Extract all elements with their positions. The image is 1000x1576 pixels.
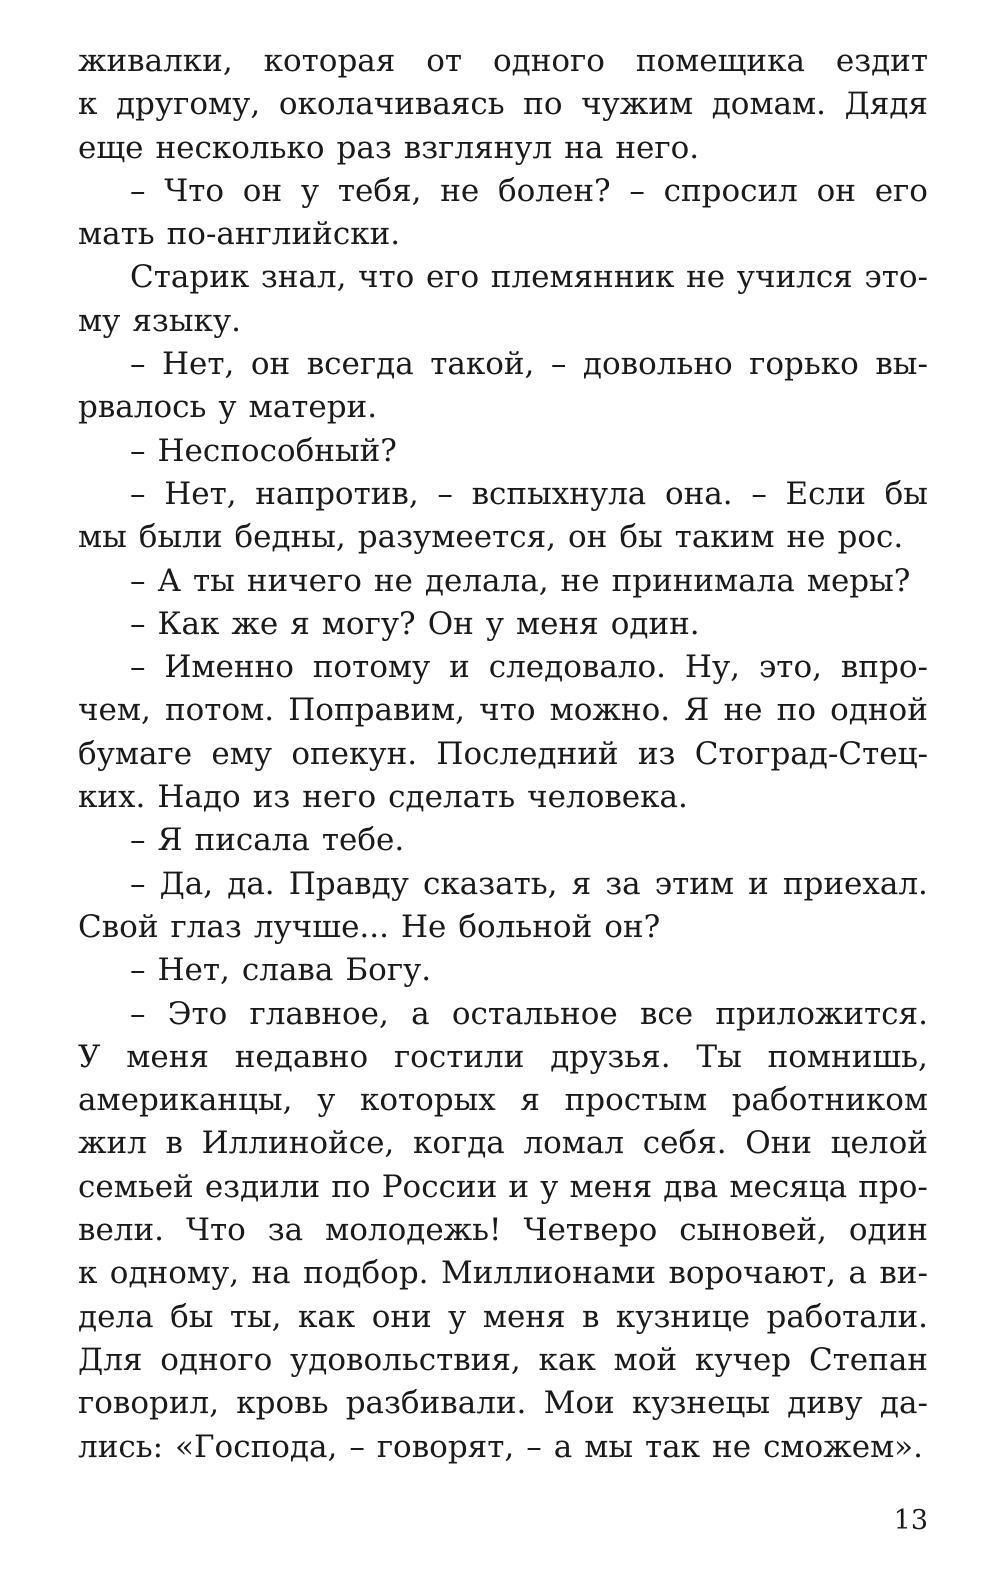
word: а (553, 1428, 573, 1465)
text-line (78, 949, 928, 992)
word: Свой (78, 908, 159, 945)
text-line (78, 1339, 928, 1382)
word: приложится. (715, 995, 928, 1032)
word: Он (427, 605, 474, 642)
word: его (874, 172, 928, 209)
word: сможем». (763, 1428, 923, 1465)
word: мы (584, 1428, 634, 1465)
word: домам. (711, 86, 826, 123)
word: он (568, 519, 608, 556)
word: из (637, 735, 676, 772)
word: говорил, (78, 1385, 220, 1422)
word: живалки, (78, 43, 233, 79)
word: когда (412, 1125, 505, 1162)
text-line (78, 473, 928, 516)
word: бедны, (234, 519, 346, 556)
word: одному, (109, 1255, 240, 1292)
word: – (130, 346, 146, 383)
word: Стоград-Стец- (694, 735, 928, 772)
word: – (751, 475, 767, 512)
text-line (78, 386, 928, 429)
word: другому, (115, 86, 261, 123)
text-line (78, 516, 928, 559)
word: горько (749, 346, 859, 383)
word: сказать, (423, 865, 558, 902)
word: я (571, 865, 592, 902)
word: – (130, 475, 146, 512)
word: языку. (132, 302, 241, 339)
word: Если (785, 475, 866, 512)
word: в (165, 1125, 183, 1162)
word: диву (787, 1385, 863, 1422)
word: на (251, 1255, 291, 1292)
word: – (130, 995, 146, 1032)
word: и (508, 1168, 530, 1205)
word: вы- (875, 346, 928, 383)
word: Правду (288, 865, 409, 902)
word: раз (336, 129, 392, 166)
word: впро- (840, 649, 928, 686)
word: подбор. (303, 1255, 429, 1292)
text-line (78, 1209, 928, 1252)
word: меня (126, 1038, 209, 1075)
word: бумаге (78, 735, 193, 772)
word: него. (615, 129, 700, 166)
word: он (250, 346, 291, 383)
word: простым (564, 1082, 708, 1119)
word: работником (731, 1082, 928, 1119)
word: Я (157, 822, 183, 859)
word: ких. (78, 779, 146, 816)
word: Я (684, 692, 710, 729)
word: разбивали. (345, 1385, 527, 1422)
word: два (663, 1168, 719, 1205)
word: не (560, 562, 600, 599)
word: Дядя (844, 86, 928, 123)
text-line (78, 1426, 928, 1469)
word: ви- (879, 1255, 928, 1292)
word: Иллинойсе, (201, 1125, 395, 1162)
word: у (218, 389, 237, 426)
word: Для (78, 1341, 143, 1378)
word: Именно (164, 649, 294, 686)
word: Нет, (157, 952, 230, 989)
word: бы (619, 519, 663, 556)
body-text (78, 40, 928, 1469)
word: к (78, 1255, 98, 1292)
word: бы (170, 1298, 214, 1335)
word: Что (164, 172, 225, 209)
word: один. (610, 605, 700, 642)
word: это, (758, 649, 822, 686)
word: целой (830, 1125, 928, 1162)
word: мать (78, 216, 155, 253)
word: за (605, 865, 641, 902)
word: главное, (249, 995, 389, 1032)
word: Богу. (345, 952, 432, 989)
word: – (130, 562, 146, 599)
word: мы (78, 519, 127, 556)
word: сыновей, (679, 1212, 827, 1249)
word: недавно (234, 1038, 369, 1075)
word: меры? (806, 562, 911, 599)
word: на (564, 129, 604, 166)
word: спросил (663, 172, 798, 209)
text-line (78, 1079, 928, 1122)
word: глаз (170, 908, 242, 945)
word: говорят, (376, 1428, 515, 1465)
word: остальное (451, 995, 618, 1032)
word: кучер (694, 1341, 792, 1378)
word: друзья. (550, 1038, 671, 1075)
word: которых (359, 1082, 496, 1119)
word: сделать (388, 779, 516, 816)
text-line (78, 343, 928, 386)
word: по (776, 692, 816, 729)
word: меня (482, 1298, 566, 1335)
text-line (78, 300, 928, 343)
word: приехал. (782, 865, 928, 902)
word: у (448, 1298, 467, 1335)
word: У (78, 1038, 101, 1075)
word: за (267, 1212, 304, 1249)
word: таким (674, 519, 775, 556)
word: – (130, 822, 146, 859)
word: тебе. (321, 822, 405, 859)
word: американцы, (78, 1082, 293, 1119)
word: Неспособный? (157, 432, 397, 469)
word: знал, (260, 259, 347, 296)
word: принимала (611, 562, 795, 599)
word: лучше... (253, 908, 389, 945)
word: еще (78, 129, 144, 166)
page-number: 13 (893, 1505, 928, 1536)
word: не (440, 172, 480, 209)
word: «Господа, (175, 1428, 338, 1465)
word: Мои (543, 1385, 615, 1422)
word: это- (864, 259, 928, 296)
word: молодежь! (325, 1212, 502, 1249)
word: меня (569, 1168, 653, 1205)
text-line (78, 863, 928, 906)
word: могу? (321, 605, 416, 642)
word: ездит (835, 43, 928, 79)
word: что (358, 259, 415, 296)
text-line (78, 819, 928, 862)
text-line (78, 256, 928, 299)
word: России (381, 1168, 498, 1205)
word: ты (192, 562, 235, 599)
word: не (786, 519, 826, 556)
word: у (540, 1168, 559, 1205)
text-line (78, 776, 928, 819)
word: рос. (837, 519, 904, 556)
word: одного (160, 1341, 273, 1378)
word: Четверо (523, 1212, 658, 1249)
word: вспыхнула (471, 475, 647, 512)
word: и (449, 649, 470, 686)
word: всегда (306, 346, 414, 383)
word: можно. (549, 692, 671, 729)
word: Они (745, 1125, 812, 1162)
word: семьей (78, 1168, 194, 1205)
word: – (130, 172, 146, 209)
word: помнишь, (767, 1038, 928, 1075)
word: она. (664, 475, 733, 512)
text-line (78, 689, 928, 732)
word: матери. (248, 389, 378, 426)
text-line (78, 906, 928, 949)
text-line (78, 40, 928, 83)
word: его (425, 259, 480, 296)
word: – (437, 475, 453, 512)
word: из (252, 779, 291, 816)
text-line (78, 1036, 928, 1079)
word: человека. (527, 779, 688, 816)
word: да. (227, 865, 275, 902)
word: Степан (808, 1341, 928, 1378)
word: – (349, 1428, 365, 1465)
word: ездили (204, 1168, 321, 1205)
word: лись: (78, 1428, 164, 1465)
word: Старик (130, 259, 250, 296)
word: чужим (581, 86, 694, 123)
word: одной (830, 692, 928, 729)
text-line (78, 1122, 928, 1165)
word: племянник (490, 259, 675, 296)
word: такой, (430, 346, 535, 383)
word: Ты (696, 1038, 742, 1075)
word: у (300, 172, 320, 209)
word: – (629, 172, 645, 209)
word: Нет, (162, 346, 235, 383)
word: себя. (642, 1125, 727, 1162)
word: не (373, 562, 413, 599)
word: следовало. (488, 649, 667, 686)
word: не (723, 692, 763, 729)
word: мой (613, 1341, 678, 1378)
word: напротив, (255, 475, 419, 512)
word: да- (879, 1385, 928, 1422)
word: они (371, 1298, 432, 1335)
word: него (302, 779, 377, 816)
word: разумеется, (357, 519, 556, 556)
word: А (157, 562, 181, 599)
word: болен? (497, 172, 611, 209)
word: – (526, 1428, 542, 1465)
word: про- (858, 1168, 928, 1205)
word: ничего (246, 562, 362, 599)
word: кровь (236, 1385, 329, 1422)
word: ломал (523, 1125, 625, 1162)
word: Последний (436, 735, 619, 772)
word: Не (400, 908, 447, 945)
word: Да, (159, 865, 214, 902)
word: как (298, 1298, 356, 1335)
word: кузнице (615, 1298, 751, 1335)
word: и (748, 865, 769, 902)
word: которая (263, 43, 396, 79)
text-line (78, 733, 928, 776)
word: учился (736, 259, 853, 296)
word: я (520, 1082, 540, 1119)
word: – (130, 649, 146, 686)
word: ты, (229, 1298, 282, 1335)
word: – (130, 952, 146, 989)
word: как (538, 1341, 596, 1378)
word: Это (167, 995, 228, 1032)
text-line (78, 560, 928, 603)
word: не (712, 1428, 752, 1465)
word: в (581, 1298, 600, 1335)
word: писала (194, 822, 310, 859)
word: опекун. (291, 735, 418, 772)
text-line (78, 1382, 928, 1425)
text-line (78, 213, 928, 256)
word: довольно (582, 346, 733, 383)
text-line (78, 603, 928, 646)
word: что (479, 692, 536, 729)
word: Нет, (164, 475, 237, 512)
word: меня (516, 605, 599, 642)
word: Надо (157, 779, 241, 816)
word: взглянул (403, 129, 553, 166)
word: жил (78, 1125, 147, 1162)
word: он (816, 172, 856, 209)
word: – (550, 346, 567, 383)
word: бы (884, 475, 928, 512)
word: – (130, 865, 146, 902)
word: он (242, 172, 283, 209)
word: потом. (164, 692, 275, 729)
word: от (426, 43, 463, 79)
word: Поправим, (288, 692, 466, 729)
word: вели. (78, 1212, 165, 1249)
word: к (78, 86, 98, 123)
text-line (78, 1166, 928, 1209)
word: – (130, 432, 146, 469)
word: так (645, 1428, 701, 1465)
word: не (686, 259, 726, 296)
word: по (523, 86, 563, 123)
word: месяца (729, 1168, 848, 1205)
word: у (317, 1082, 336, 1119)
word: кузнецы (631, 1385, 771, 1422)
text-line (78, 170, 928, 213)
word: все (639, 995, 694, 1032)
word: чем, (78, 692, 151, 729)
word: Что (185, 1212, 246, 1249)
text-line (78, 646, 928, 689)
word: а (848, 1255, 867, 1292)
word: одного (492, 43, 605, 79)
text-line (78, 430, 928, 473)
word: он? (604, 908, 661, 945)
word: – (130, 605, 146, 642)
word: рвалось (78, 389, 207, 426)
word: околачиваясь (278, 86, 505, 123)
word: несколько (155, 129, 325, 166)
text-line (78, 127, 928, 170)
word: этим (654, 865, 735, 902)
word: один (848, 1212, 928, 1249)
word: я (290, 605, 310, 642)
word: ворочают, (668, 1255, 837, 1292)
word: работали. (766, 1298, 928, 1335)
word: по-английски. (166, 216, 401, 253)
word: Миллионами (440, 1255, 657, 1292)
text-line (78, 1296, 928, 1339)
text-line (78, 993, 928, 1036)
word: слава (241, 952, 334, 989)
word: у (485, 605, 505, 642)
word: а (411, 995, 430, 1032)
word: тебя, (337, 172, 422, 209)
word: удовольствия, (290, 1341, 521, 1378)
word: дела (78, 1298, 154, 1335)
word: больной (458, 908, 593, 945)
word: му (78, 302, 121, 339)
word: Ну, (684, 649, 741, 686)
word: гостили (393, 1038, 525, 1075)
word: помещика (635, 43, 805, 79)
word: ему (211, 735, 273, 772)
word: делала, (424, 562, 549, 599)
word: потому (312, 649, 431, 686)
word: же (231, 605, 279, 642)
word: Как (157, 605, 220, 642)
word: по (331, 1168, 371, 1205)
text-line (78, 83, 928, 126)
word: были (138, 519, 223, 556)
text-line (78, 1252, 928, 1295)
